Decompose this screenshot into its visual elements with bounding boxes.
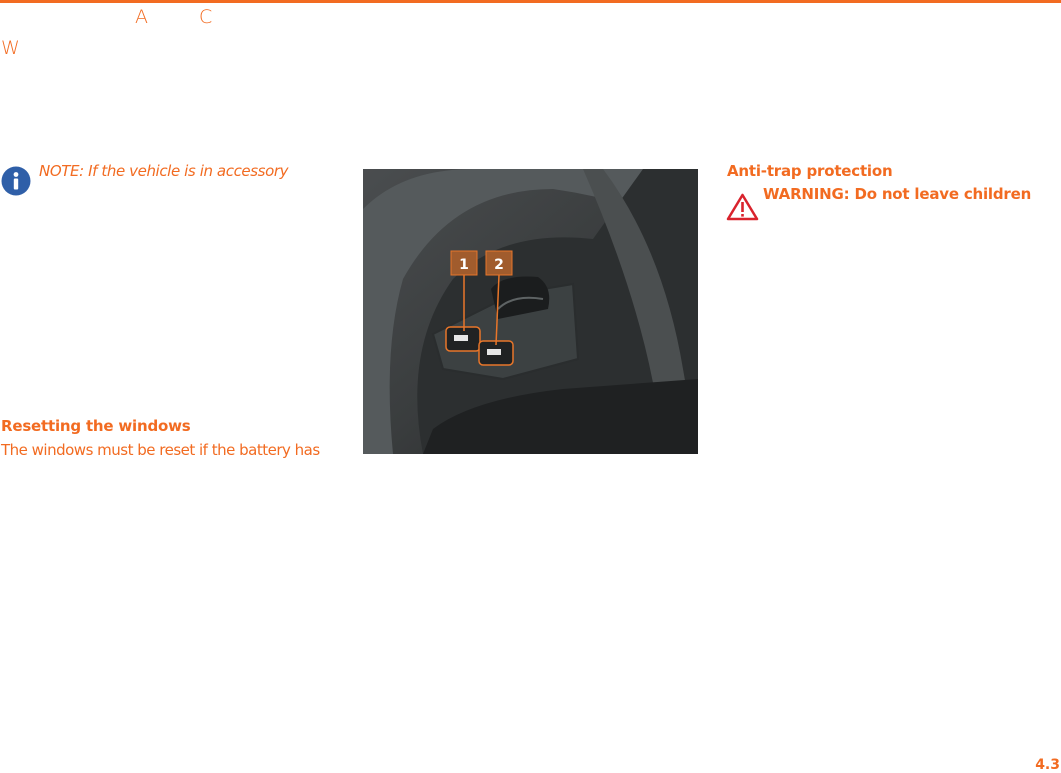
page-number: 4.3	[1035, 757, 1060, 773]
warning-triangle-icon	[726, 193, 759, 221]
header-fragment-a: A	[135, 6, 148, 28]
info-icon	[1, 166, 31, 196]
callout-1-label: 1	[459, 257, 469, 273]
callout-2-label: 2	[494, 257, 504, 273]
body-fragment-w: W	[1, 37, 20, 59]
header-fragment-c: C	[199, 6, 213, 28]
resetting-heading: Resetting the windows	[1, 417, 191, 435]
window-switch-photo	[363, 169, 698, 454]
resetting-body: The windows must be reset if the battery has	[1, 441, 320, 459]
header-rule	[0, 0, 1061, 3]
note-text: NOTE: If the vehicle is in accessory	[39, 162, 289, 180]
anti-trap-heading: Anti-trap protection	[727, 162, 893, 180]
warning-text: WARNING: Do not leave children	[763, 185, 1032, 203]
